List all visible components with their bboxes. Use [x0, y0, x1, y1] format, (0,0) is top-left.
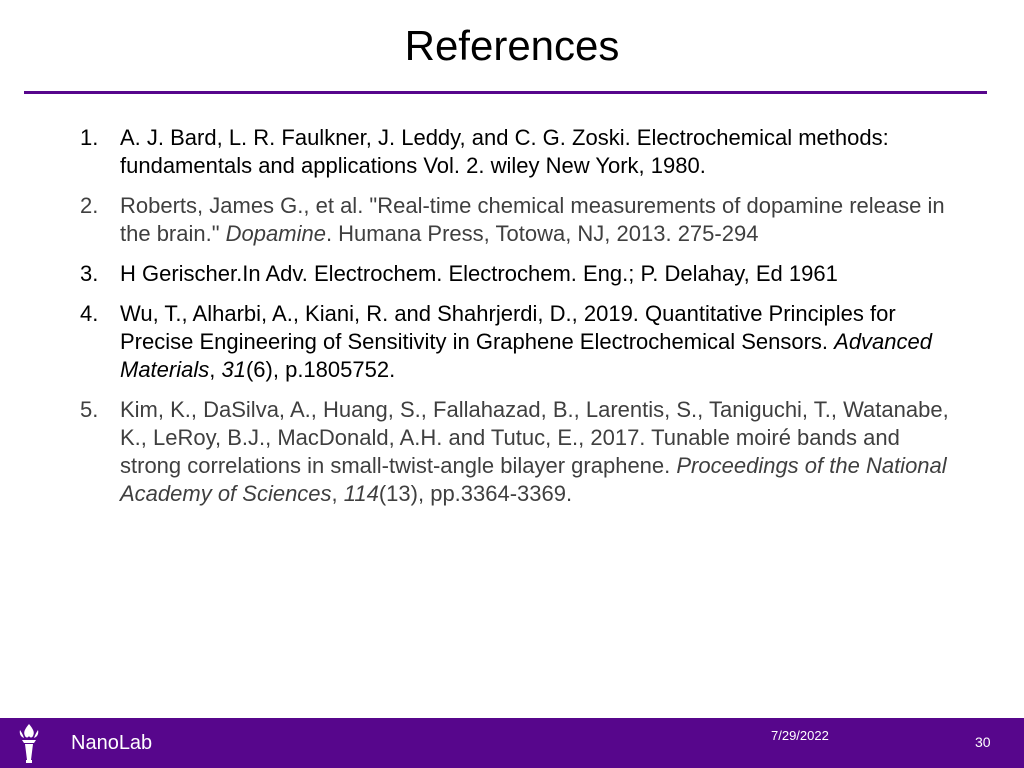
title-divider: [24, 91, 987, 94]
slide-title: References: [404, 22, 620, 69]
page-number: 30: [975, 734, 991, 750]
reference-item-5: [80, 396, 960, 508]
reference-italic-segment: Advanced Materials: [120, 329, 932, 382]
footer-brand: NanoLab: [71, 732, 153, 754]
reference-segment: A. J. Bard, L. R. Faulkner, J. Leddy, and C. G. Zoski. Electrochemical methods: fundamentals and applications Vol. 2. wiley New York, 1980.: [120, 125, 889, 178]
reference-number: 4.: [80, 301, 99, 326]
reference-segment: ,: [331, 481, 344, 506]
reference-item-1: [80, 124, 960, 180]
reference-segment: H Gerischer.In Adv. Electrochem. Electrochem. Eng.; P. Delahay, Ed 1961: [120, 261, 838, 286]
reference-number: 2.: [80, 193, 99, 218]
footer-bar: [0, 718, 1024, 768]
reference-segment: (6), p.1805752.: [245, 357, 396, 382]
reference-italic-segment: 114: [343, 481, 379, 506]
reference-list: [80, 124, 960, 520]
reference-segment: . Humana Press, Totowa, NJ, 2013. 275-294: [325, 221, 759, 246]
reference-segment: Wu, T., Alharbi, A., Kiani, R. and Shahrjerdi, D., 2019. Quantitative Principles for Precise Engineering of Sensitivity in Graphene Electrochemical Sensors.: [120, 301, 896, 354]
reference-text: [120, 301, 932, 382]
reference-text: [120, 193, 945, 246]
reference-item-2: [80, 192, 960, 248]
reference-italic-segment: Proceedings of the National Academy of Sciences: [120, 453, 947, 506]
reference-number: 5.: [80, 397, 99, 422]
reference-segment: Kim, K., DaSilva, A., Huang, S., Fallahazad, B., Larentis, S., Taniguchi, T., Watanabe, K., LeRoy, B.J., MacDonald, A.H. and Tutuc, E., 2017. Tunable moiré bands and strong correlations in small-twist-angle bilayer graphene.: [120, 397, 949, 478]
reference-item-4: [80, 300, 960, 384]
reference-item-3: [80, 260, 960, 288]
reference-number: 3.: [80, 261, 99, 286]
reference-italic-segment: Dopamine: [225, 221, 326, 246]
reference-segment: (13), pp.3364-3369.: [378, 481, 573, 506]
torch-icon: [14, 722, 44, 764]
footer-date: 7/29/2022: [771, 728, 829, 743]
reference-text: [120, 397, 949, 506]
reference-text: [120, 125, 889, 178]
reference-number: 1.: [80, 125, 99, 150]
reference-segment: Roberts, James G., et al. "Real-time chemical measurements of dopamine release in the brain.": [120, 193, 945, 246]
reference-italic-segment: 31: [221, 357, 246, 382]
reference-segment: ,: [209, 357, 222, 382]
reference-text: [120, 261, 838, 286]
